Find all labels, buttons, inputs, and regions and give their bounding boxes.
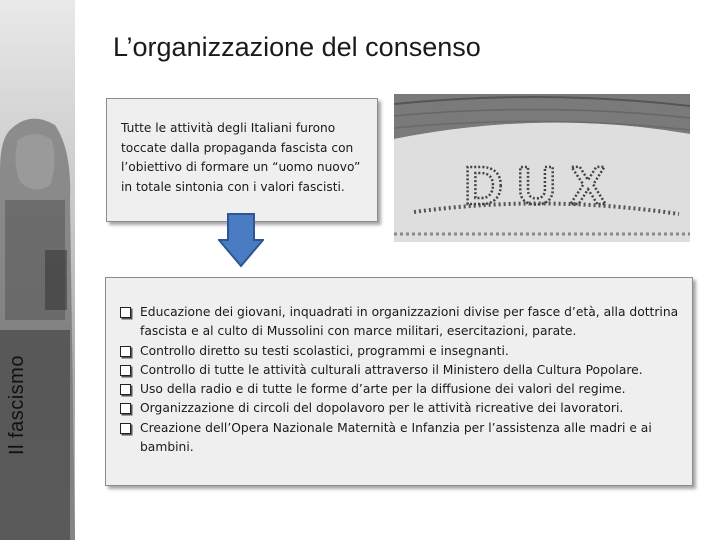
soldier-photo	[0, 0, 75, 540]
intro-text: Tutte le attività degli Italiani furono toccate dalla propaganda fascista con l’obiettivo di formare un “uomo nuovo” in totale sintonia con i valori fascisti.	[121, 121, 361, 194]
list-item: Uso della radio e di tutte le forme d’arte per la diffusione dei valori del regime.	[118, 380, 684, 399]
checkbox-bullet-icon	[120, 346, 131, 357]
intro-textbox	[106, 98, 378, 222]
checkbox-bullet-icon	[120, 365, 131, 376]
checkbox-bullet-icon	[120, 423, 131, 434]
list-item: Creazione dell’Opera Nazionale Maternità e Infanzia per l’assistenza alle madri e ai bambini.	[118, 419, 684, 458]
checkbox-bullet-icon	[120, 403, 131, 414]
stadium-photo	[394, 94, 690, 242]
side-section-title: Il fascismo	[6, 355, 28, 455]
checkbox-bullet-icon	[120, 307, 131, 318]
down-arrow-icon	[218, 213, 264, 268]
page-title: L’organizzazione del consenso	[113, 32, 481, 62]
list-item: Educazione dei giovani, inquadrati in organizzazioni divise per fasce d’età, alla dottrina fascista e al culto di Mussolini con marce militari, esercitazioni, parate.	[118, 303, 684, 342]
list-item: Controllo diretto su testi scolastici, programmi e insegnanti.	[118, 342, 684, 361]
list-item: Controllo di tutte le attività culturali attraverso il Ministero della Cultura Popolare.	[118, 361, 684, 380]
formation-text: DUX	[463, 156, 621, 216]
list-item: Organizzazione di circoli del dopolavoro per le attività ricreative dei lavoratori.	[118, 399, 684, 418]
checkbox-bullet-icon	[120, 384, 131, 395]
bullet-list	[118, 303, 684, 457]
bullet-list-box	[105, 277, 693, 486]
